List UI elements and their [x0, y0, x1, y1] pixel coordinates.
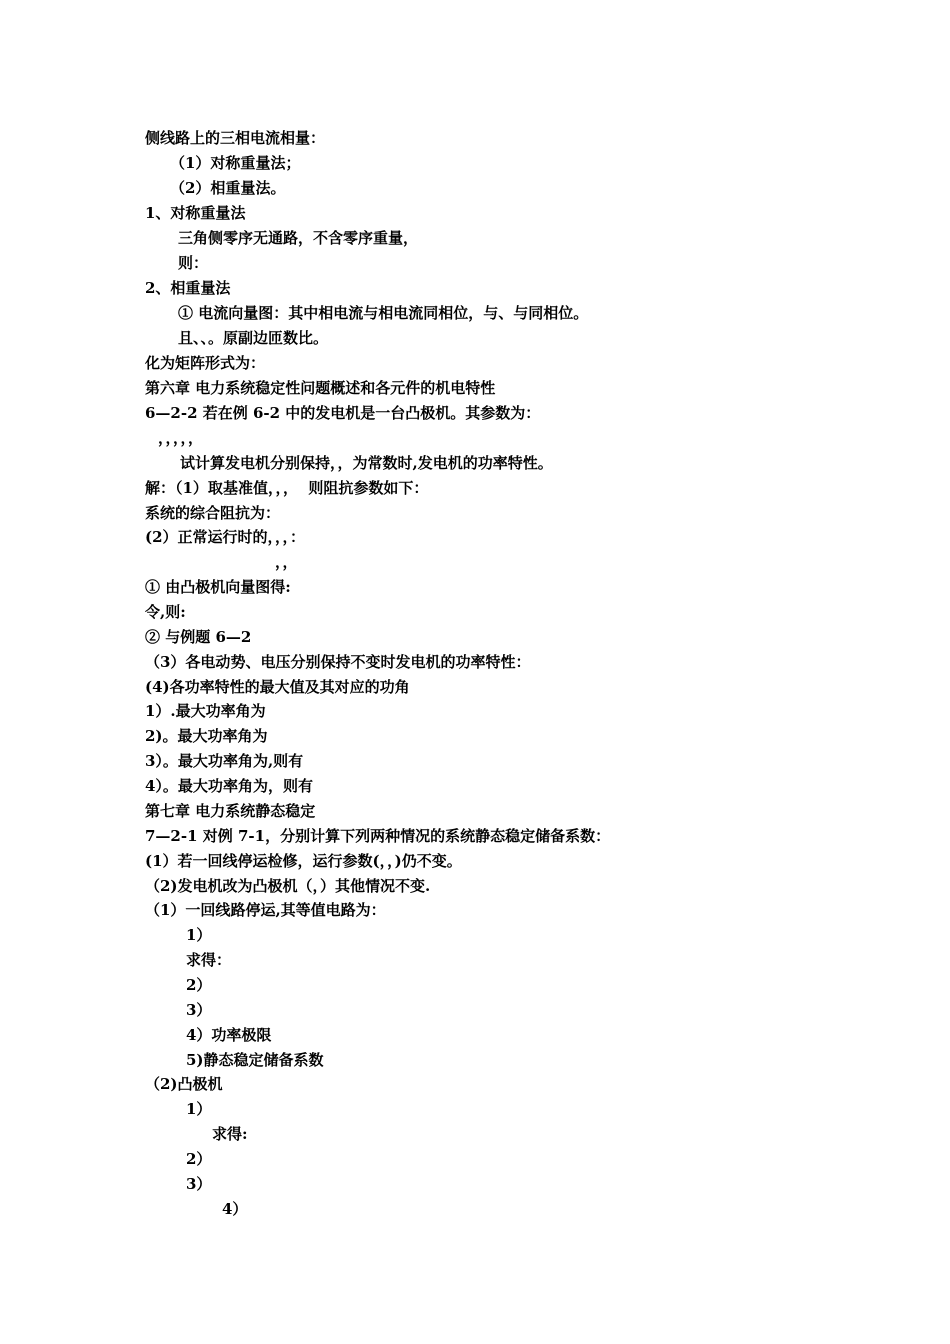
text-line: ① 由凸极机向量图得: — [145, 578, 291, 596]
text-line: 4）。最大功率角为，则有 — [145, 777, 313, 795]
text-line: 且、、。原副边匝数比。 — [178, 329, 329, 347]
chapter-heading: 第七章 电力系统静态稳定 — [145, 802, 316, 820]
chapter-heading: 第六章 电力系统稳定性问题概述和各元件的机电特性 — [145, 379, 496, 397]
text-line: (4)各功率特性的最大值及其对应的功角 — [145, 678, 410, 696]
text-line: 2、相重量法 — [145, 279, 231, 297]
text-line: 化为矩阵形式为： — [145, 354, 266, 372]
text-line: 1）.最大功率角为 — [145, 702, 266, 720]
text-line: (2）正常运行时的，，，： — [145, 528, 306, 546]
text-line: 4）功率极限 — [186, 1026, 272, 1044]
text-line: 解：（1）取基准值，，， 则阻抗参数如下： — [145, 479, 429, 497]
text-line: ，，，，， — [158, 429, 204, 447]
text-line: （2)凸极机 — [145, 1075, 223, 1093]
text-line: （2)发电机改为凸极机（，）其他情况不变. — [145, 877, 431, 895]
text-line: 1、对称重量法 — [145, 204, 246, 222]
text-line: 求得: — [212, 1125, 248, 1143]
text-line: 3）。最大功率角为,则有 — [145, 752, 304, 770]
text-line: 1） — [186, 1100, 212, 1118]
text-line: 1） — [186, 926, 212, 944]
text-line: （2）相重量法。 — [170, 179, 286, 197]
text-line: （1）一回线路停运,其等值电路为： — [145, 901, 386, 919]
text-line: ② 与例题 6—2 — [145, 628, 252, 646]
text-line: 2)。最大功率角为 — [145, 727, 268, 745]
text-line: 三角侧零序无通路，不含零序重量， — [178, 229, 419, 247]
text-line: 则： — [178, 254, 209, 272]
text-line: ，， — [275, 553, 298, 571]
text-line: 2） — [186, 1150, 212, 1168]
text-line: 侧线路上的三相电流相量： — [145, 129, 326, 147]
text-line: 3） — [186, 1175, 212, 1193]
text-line: （1）对称重量法； — [170, 154, 301, 172]
text-line: （3）各电动势、电压分别保持不变时发电机的功率特性： — [145, 653, 531, 671]
text-line: 求得： — [186, 951, 232, 969]
text-line: 3） — [186, 1001, 212, 1019]
text-line: 6—2-2 若在例 6-2 中的发电机是一台凸极机。其参数为： — [145, 404, 541, 422]
text-line: (1）若一回线停运检修，运行参数(，，)仍不变。 — [145, 852, 462, 870]
text-line: 5)静态稳定储备系数 — [186, 1051, 324, 1069]
text-line: 7—2-1 对例 7-1，分别计算下列两种情况的系统静态稳定储备系数： — [145, 827, 611, 845]
text-line: ① 电流向量图：其中相电流与相电流同相位，与、与同相位。 — [178, 304, 589, 322]
text-line: 试计算发电机分别保持，，为常数时,发电机的功率特性。 — [180, 454, 553, 472]
text-line: 令,则: — [145, 603, 186, 621]
text-line: 4） — [222, 1200, 248, 1218]
text-line: 系统的综合阻抗为： — [145, 504, 281, 522]
text-line: 2） — [186, 976, 212, 994]
